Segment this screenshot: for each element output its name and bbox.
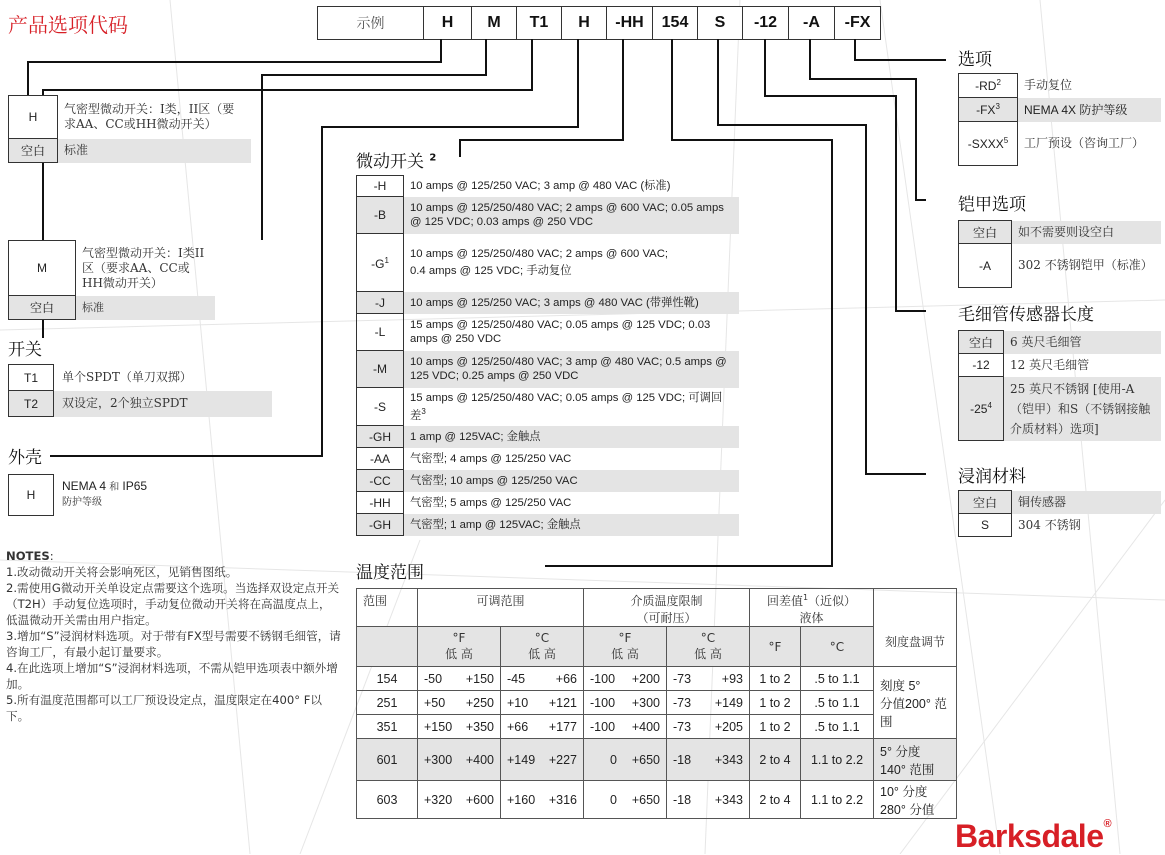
housing-m-code: M — [9, 241, 76, 296]
table-row — [357, 781, 957, 819]
microswitch-code: -H — [357, 176, 404, 197]
temp-val: +66 — [507, 719, 529, 734]
code-cell: 154 — [653, 7, 698, 39]
housing-m-desc: 气密型微动开关：I类II区（要求AA、CC或HH微动开关） — [82, 245, 205, 290]
enclosure-desc-d: 防护等级 — [62, 497, 102, 508]
enclosure-desc-b: 和 — [106, 482, 123, 493]
brand-mark: ® — [1103, 818, 1112, 830]
temp-dial — [874, 781, 957, 819]
microswitch-desc — [404, 388, 739, 426]
temp-header-media — [584, 589, 750, 627]
temp-unit-cell — [501, 627, 584, 667]
options-heading: 选项 — [958, 50, 992, 70]
microswitch-code: -GH — [357, 426, 404, 448]
housing-m-table — [8, 240, 215, 320]
temp-lowhigh: 低 高 — [445, 647, 473, 661]
temp-val: +227 — [548, 752, 577, 767]
temp-unit-cell — [584, 627, 667, 667]
temp-val: +150 — [465, 671, 494, 686]
temp-header-range: 范围 — [357, 589, 418, 627]
temp-val: +600 — [465, 792, 494, 807]
microswitch-code: -L — [357, 314, 404, 351]
microswitch-code — [357, 234, 404, 292]
temp-val: +10 — [507, 695, 529, 710]
example-label: 示例 — [318, 7, 424, 39]
notes-block — [6, 548, 342, 724]
microswitch-code: -J — [357, 292, 404, 314]
housing-h-blank-code: 空白 — [9, 139, 58, 163]
housing-m-blank-code: 空白 — [9, 296, 76, 320]
microswitch-code-text: -G — [371, 257, 385, 271]
temp-pair — [667, 739, 750, 781]
temp-unit-cell — [667, 627, 750, 667]
temp-val: +177 — [548, 719, 577, 734]
capillary-heading: 毛细管传感器长度 — [958, 305, 1094, 325]
temp-diff-f: 2 to 4 — [750, 781, 801, 819]
table-row — [357, 739, 957, 781]
temp-diff-c: .5 to 1.1 — [801, 715, 874, 739]
microswitch-desc: 10 amps @ 125/250 VAC; 3 amps @ 480 VAC (带弹性靴) — [410, 296, 699, 309]
options-code-sup: 2 — [996, 78, 1001, 87]
microswitch-code: -M — [357, 351, 404, 388]
housing-h-desc: 气密型微动开关：I类，II区（要求AA、CC或HH微动开关） — [64, 102, 235, 131]
capillary-code-text: -25 — [970, 402, 988, 416]
enclosure-table — [8, 474, 168, 516]
switch-table — [8, 364, 272, 417]
code-cell: -12 — [743, 7, 789, 39]
temp-val: 0 — [610, 792, 617, 807]
options-table — [958, 73, 1161, 166]
temp-val: +350 — [465, 719, 494, 734]
temperature-heading: 温度范围 — [356, 563, 424, 583]
temp-range: 154 — [357, 667, 418, 691]
switch-desc: 单个SPDT（单刀双掷） — [62, 370, 192, 384]
microswitch-table — [356, 175, 739, 536]
wetted-code: 空白 — [959, 491, 1012, 514]
temp-pair — [667, 691, 750, 715]
temp-diff-f: 1 to 2 — [750, 691, 801, 715]
microswitch-desc: 气密型; 4 amps @ 125/250 VAC — [410, 452, 572, 465]
code-cell: M — [472, 7, 517, 39]
temp-val: +150 — [424, 719, 453, 734]
temp-header-diff-sup: 1 — [802, 593, 809, 602]
table-row — [357, 715, 957, 739]
temp-unit: °C — [700, 631, 716, 645]
temp-val: -73 — [673, 671, 692, 686]
notes-heading-text: NOTES — [6, 549, 50, 563]
microswitch-heading-text: 微动开关 — [356, 152, 424, 172]
options-desc: NEMA 4X 防护等级 — [1024, 102, 1128, 117]
capillary-table — [958, 330, 1161, 441]
options-code — [959, 122, 1018, 166]
capillary-desc: 25 英尺不锈钢 [使用-A（铠甲）和S（不锈钢接触介质材料）选项] — [1010, 381, 1151, 436]
temp-diff-f: 2 to 4 — [750, 739, 801, 781]
temp-diff-c: 1.1 to 2.2 — [801, 781, 874, 819]
code-cell: T1 — [517, 7, 562, 39]
temp-val: +343 — [714, 752, 743, 767]
capillary-desc: 6 英尺毛细管 — [1010, 334, 1082, 349]
temp-dial-line: 刻度 5° — [880, 678, 921, 693]
temp-val: +121 — [548, 695, 577, 710]
code-cell: -HH — [607, 7, 653, 39]
code-cell: H — [562, 7, 607, 39]
temp-pair — [501, 781, 584, 819]
microswitch-heading — [356, 147, 436, 172]
temp-dial-line: 5° 分度 — [880, 744, 921, 759]
temp-lowhigh: 低 高 — [694, 647, 722, 661]
options-desc: 手动复位 — [1024, 78, 1073, 92]
page-title: 产品选项代码 — [8, 13, 128, 37]
microswitch-desc-text: 15 amps @ 125/250/480 VAC; 0.05 amps @ 125 VDC; 可调回差 — [410, 391, 723, 422]
armor-desc: 如不需要则设空白 — [1018, 224, 1115, 239]
switch-desc: 双设定，2个独立SPDT — [62, 396, 188, 410]
temp-diff-c: 1.1 to 2.2 — [801, 739, 874, 781]
temp-val: -73 — [673, 719, 692, 734]
temp-val: -50 — [424, 671, 443, 686]
housing-h-table — [8, 95, 251, 163]
microswitch-desc-line: 0.4 amps @ 125 VDC; 手动复位 — [410, 264, 572, 277]
temp-unit: °F — [452, 631, 466, 645]
capillary-code: 空白 — [959, 331, 1004, 354]
options-code-sup: 3 — [995, 102, 1000, 111]
temp-val: +650 — [631, 792, 660, 807]
options-desc: 工厂预设（咨询工厂） — [1024, 136, 1145, 150]
temp-val: +250 — [465, 695, 494, 710]
temp-unit: °C — [534, 631, 550, 645]
temp-diff-c: .5 to 1.1 — [801, 691, 874, 715]
temp-pair — [667, 667, 750, 691]
temp-val: +650 — [631, 752, 660, 767]
capillary-code — [959, 377, 1004, 441]
temp-val: +316 — [548, 792, 577, 807]
temp-val: -100 — [590, 671, 616, 686]
switch-code: T2 — [9, 391, 54, 417]
notes-colon: : — [49, 549, 54, 563]
temp-pair — [584, 691, 667, 715]
temp-val: +400 — [465, 752, 494, 767]
temp-val: -18 — [673, 752, 692, 767]
microswitch-desc: 1 amp @ 125VAC; 金触点 — [410, 430, 541, 443]
temp-pair — [418, 715, 501, 739]
temp-unit-cell — [418, 627, 501, 667]
enclosure-desc-a: NEMA 4 — [62, 479, 107, 493]
armor-code: 空白 — [959, 221, 1012, 244]
temp-unit: °C — [801, 627, 874, 667]
temp-pair — [584, 667, 667, 691]
microswitch-code: -S — [357, 388, 404, 426]
options-code-sup: 5 — [1003, 136, 1009, 145]
capillary-code: -12 — [959, 354, 1004, 377]
temp-range: 251 — [357, 691, 418, 715]
temp-val: -100 — [590, 719, 616, 734]
temp-val: +205 — [714, 719, 743, 734]
note-item: 5.所有温度范围都可以工厂预设设定点，温度限定在400° F以下。 — [6, 693, 322, 723]
temp-range: 601 — [357, 739, 418, 781]
temp-pair — [584, 781, 667, 819]
options-code-text: -RD — [975, 79, 997, 93]
housing-h-code: H — [9, 96, 58, 139]
microswitch-code: -AA — [357, 448, 404, 470]
code-cell: -A — [789, 7, 835, 39]
temp-pair — [418, 739, 501, 781]
note-item: 1.改动微动开关将会影响死区，见销售图纸。 — [6, 565, 238, 579]
temp-pair — [667, 781, 750, 819]
note-item: 3.增加“S”浸润材料选项。对于带有FX型号需要不锈钢毛细管，请咨询工厂，有最小起订量要求。 — [6, 629, 341, 659]
temp-header-media-line: （可耐压） — [636, 611, 697, 625]
temp-header-diff-text: 回差值 — [766, 594, 803, 608]
temp-pair — [501, 667, 584, 691]
note-item: 2.需使用G微动开关单设定点需要这个选项。当选择双设定点开关（T2H）手动复位选项时，手动复位微动开关将在高温度点上，低温微动开关需由用户指定。 — [6, 581, 340, 627]
microswitch-desc: 气密型; 5 amps @ 125/250 VAC — [410, 496, 572, 509]
enclosure-desc-c: IP65 — [122, 479, 148, 493]
microswitch-desc: 10 amps @ 125/250/480 VAC; 2 amps @ 600 VAC; 0.05 amps @ 125 VDC; 0.03 amps @ 250 VDC — [410, 202, 724, 228]
microswitch-code: -B — [357, 197, 404, 234]
armor-table — [958, 220, 1161, 288]
temp-val: -45 — [507, 671, 526, 686]
temp-val: +93 — [721, 671, 743, 686]
temp-val: +149 — [507, 752, 536, 767]
switch-heading: 开关 — [8, 340, 42, 360]
options-code-text: -SXXX — [967, 137, 1004, 151]
capillary-desc: 12 英尺毛细管 — [1010, 357, 1090, 372]
temp-lowhigh: 低 高 — [611, 647, 639, 661]
temp-pair — [418, 781, 501, 819]
microswitch-code: -HH — [357, 492, 404, 514]
code-cell: S — [698, 7, 743, 39]
enclosure-heading: 外壳 — [8, 448, 42, 468]
temp-val: +300 — [631, 695, 660, 710]
temp-pair — [501, 715, 584, 739]
code-cell: H — [424, 7, 472, 39]
temp-diff-f: 1 to 2 — [750, 715, 801, 739]
temp-dial-line: 140° 范围 — [880, 762, 935, 777]
temp-val: +320 — [424, 792, 453, 807]
temp-header-adjustable: 可调范围 — [418, 589, 584, 627]
temp-val: +343 — [714, 792, 743, 807]
options-code — [959, 98, 1018, 122]
armor-code: -A — [959, 244, 1012, 288]
temp-dial-line: 分值200° 范围 — [880, 696, 947, 729]
microswitch-desc-sup: 3 — [421, 406, 426, 416]
wetted-table — [958, 490, 1161, 537]
temp-unit: °F — [618, 631, 632, 645]
temp-header-diff — [750, 589, 874, 627]
temp-header-dial: 刻度盘调节 — [874, 589, 957, 667]
temp-val: 0 — [610, 752, 617, 767]
microswitch-desc: 10 amps @ 125/250/480 VAC; 3 amp @ 480 VAC; 0.5 amps @ 125 VDC; 0.25 amps @ 250 VDC — [410, 356, 727, 382]
wetted-desc: 铜传感器 — [1018, 494, 1067, 509]
microswitch-desc-line: 10 amps @ 125/250/480 VAC; 2 amps @ 600 VAC; — [410, 247, 669, 260]
temp-pair — [584, 739, 667, 781]
temp-dial — [874, 667, 957, 739]
microswitch-code: -CC — [357, 470, 404, 492]
table-row — [357, 667, 957, 691]
housing-h-blank-desc: 标准 — [64, 143, 89, 157]
wetted-heading: 浸润材料 — [958, 467, 1026, 487]
capillary-code-sup: 4 — [987, 401, 992, 410]
options-code-text: -FX — [976, 103, 996, 117]
temp-val: +160 — [507, 792, 536, 807]
switch-code: T1 — [9, 365, 54, 391]
temp-header-media-line: 介质温度限制 — [630, 594, 703, 608]
housing-m-blank-desc: 标准 — [82, 301, 104, 314]
microswitch-heading-sup: 2 — [429, 152, 437, 164]
note-item: 4.在此选项上增加“S”浸润材料选项，不需从铠甲选项表中额外增加。 — [6, 661, 338, 691]
temp-pair — [667, 715, 750, 739]
brand-name: Barksdale — [955, 818, 1104, 854]
microswitch-desc: 10 amps @ 125/250 VAC; 3 amp @ 480 VAC (标准) — [410, 180, 671, 192]
microswitch-desc: 气密型; 1 amp @ 125VAC; 金触点 — [410, 518, 581, 531]
brand-logo — [955, 818, 1111, 855]
microswitch-desc: 15 amps @ 125/250/480 VAC; 0.05 amps @ 125 VDC; 0.03 amps @ 250 VDC — [410, 319, 711, 345]
temp-header-diff-line: 液体 — [799, 611, 824, 625]
wetted-desc: 304 不锈钢 — [1018, 517, 1081, 532]
temp-lowhigh: 低 高 — [528, 647, 556, 661]
armor-heading: 铠甲选项 — [958, 195, 1026, 215]
temp-range: 603 — [357, 781, 418, 819]
table-row — [357, 691, 957, 715]
temp-val: +400 — [631, 719, 660, 734]
temp-unit: °F — [750, 627, 801, 667]
temp-diff-c: .5 to 1.1 — [801, 667, 874, 691]
enclosure-code: H — [9, 475, 54, 516]
code-cell: -FX — [844, 14, 871, 31]
microswitch-code: -GH — [357, 514, 404, 536]
temp-pair — [418, 691, 501, 715]
temp-dial-line: 10° 分度 — [880, 784, 928, 799]
temperature-table — [356, 588, 957, 819]
temp-diff-f: 1 to 2 — [750, 667, 801, 691]
options-code — [959, 74, 1018, 98]
temp-dial — [874, 739, 957, 781]
microswitch-code-sup: 1 — [384, 256, 389, 265]
temp-val: -18 — [673, 792, 692, 807]
temp-header-blank — [357, 627, 418, 667]
temp-val: -100 — [590, 695, 616, 710]
enclosure-desc — [54, 475, 169, 516]
temp-range: 351 — [357, 715, 418, 739]
temp-pair — [418, 667, 501, 691]
microswitch-desc — [404, 234, 739, 292]
microswitch-desc: 气密型; 10 amps @ 125/250 VAC — [410, 474, 578, 487]
temp-pair — [584, 715, 667, 739]
temp-val: +200 — [631, 671, 660, 686]
temp-val: +50 — [424, 695, 446, 710]
armor-desc: 302 不锈钢铠甲（标准） — [1018, 258, 1153, 272]
temp-header-diff-text: （近似） — [808, 594, 857, 608]
temp-dial-line: 280° 分值 — [880, 802, 935, 817]
temp-val: -73 — [673, 695, 692, 710]
temp-pair — [501, 739, 584, 781]
wetted-code: S — [959, 514, 1012, 537]
temp-pair — [501, 691, 584, 715]
temp-val: +300 — [424, 752, 453, 767]
temp-val: +66 — [555, 671, 577, 686]
temp-val: +149 — [714, 695, 743, 710]
notes-heading — [6, 548, 342, 564]
